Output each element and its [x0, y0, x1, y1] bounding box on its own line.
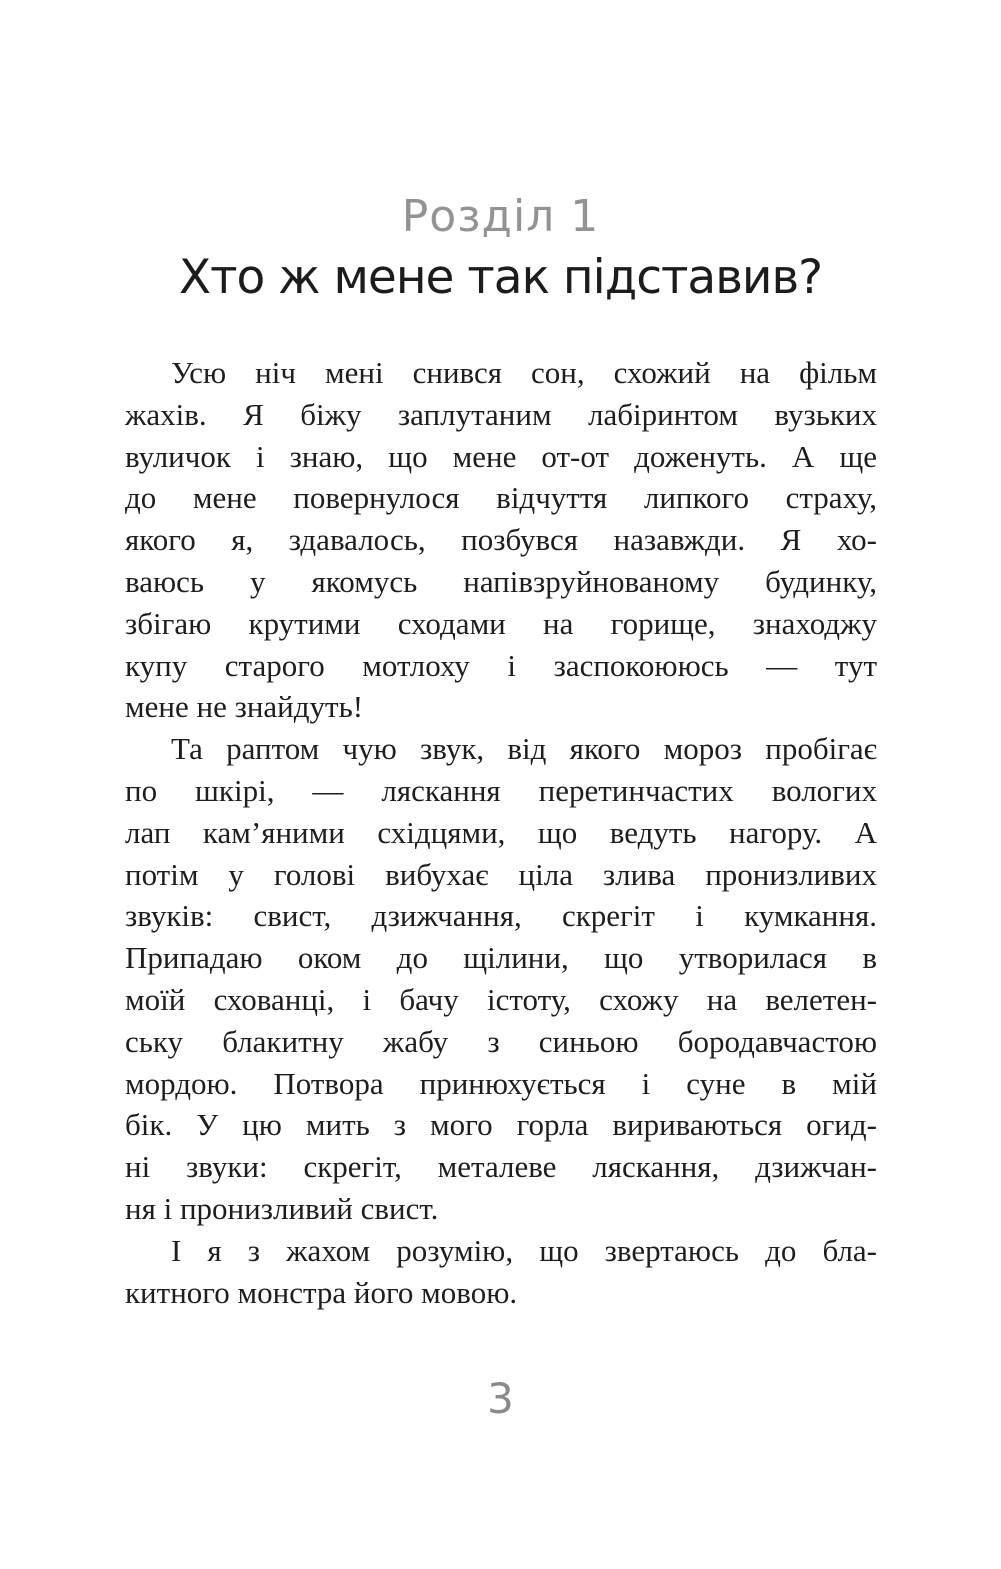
text-line: по шкірі, — ляскання перетинчастих вологих [125, 772, 877, 808]
paragraph [125, 352, 877, 728]
text-line: Усю ніч мені снився сон, схожий на фільм [171, 355, 877, 390]
text-line: вуличок і знаю, що мене от-от доженуть. А ще [125, 438, 877, 474]
text-line: потім у голові вибухає ціла злива пронизливих [125, 856, 877, 892]
body-text [125, 352, 877, 1313]
text-line: мордою. Потвора принюхується і суне в мій [125, 1065, 877, 1101]
text-line: якого я, здавалось, позбувся назавжди. Я хо- [125, 522, 877, 558]
text-line: Та раптом чую звук, від якого мороз пробігає [171, 731, 877, 767]
chapter-label: Розділ 1 [401, 191, 600, 242]
text-line: купу старого мотлоху і заспокоююсь — тут [125, 647, 877, 683]
text-line: збігаю крутими сходами на горище, знаходжу [125, 605, 877, 641]
text-line: ня і пронизливий свист. [125, 1190, 439, 1226]
text-line: бік. У цю мить з мого горла вириваються огид- [125, 1107, 877, 1143]
text-line: жахів. Я біжу заплутаним лабіринтом вузьких [125, 396, 877, 432]
text-line: ську блакитну жабу з синьою бородавчастою [125, 1023, 877, 1059]
text-line: звуків: свист, дзижчання, скрегіт і кумкання. [125, 898, 877, 934]
text-line: Припадаю оком до щілини, що утворилася в [125, 940, 877, 976]
text-line: лап кам’яними східцями, що ведуть нагору. А [125, 814, 877, 850]
text-line: моїй схованці, і бачу істоту, схожу на велетен- [125, 981, 877, 1017]
text-line: ні звуки: скрегіт, металеве ляскання, дзижчан- [125, 1149, 877, 1185]
text-line: китного монстра його мовою. [125, 1274, 518, 1310]
text-line: І я з жахом розумію, що звертаюсь до бла- [171, 1232, 877, 1268]
paragraph [125, 1230, 877, 1314]
text-line: ваюсь у якомусь напівзруйнованому будинку, [125, 563, 877, 599]
text-line: мене не знайдуть! [125, 689, 364, 725]
paragraph [125, 728, 877, 1230]
page-number: 3 [487, 1374, 514, 1423]
chapter-title: Хто ж мене так підставив? [178, 250, 823, 305]
text-line: до мене повернулося відчуття липкого страху, [125, 480, 877, 516]
